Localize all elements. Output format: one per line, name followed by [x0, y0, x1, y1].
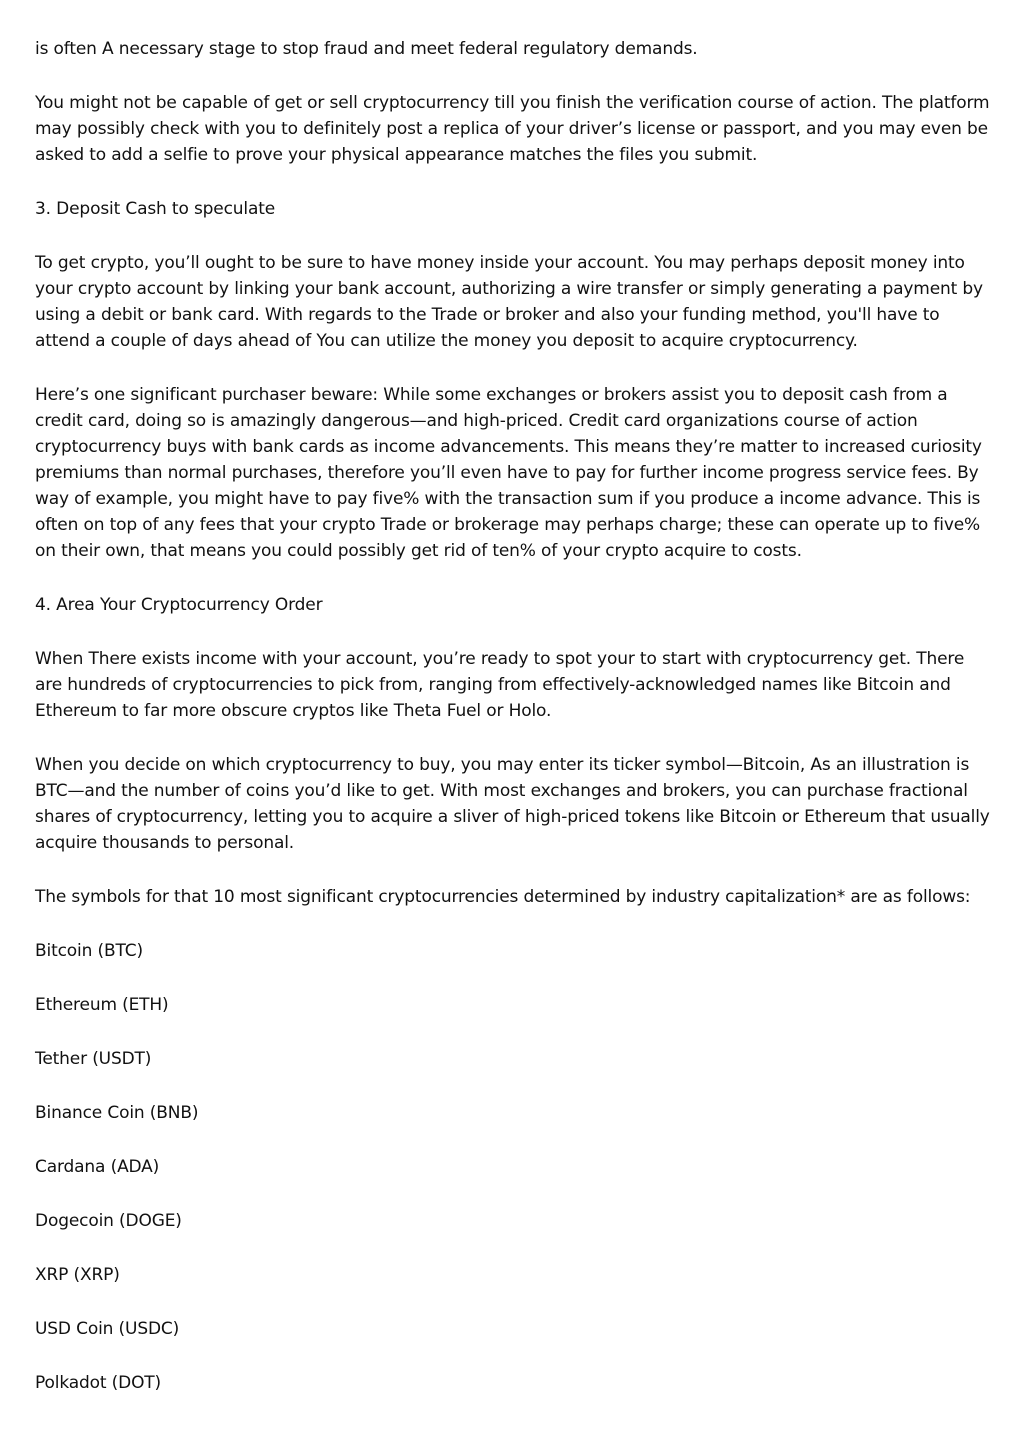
list-item-dogecoin: Dogecoin (DOGE) — [35, 1211, 182, 1231]
list-item-bitcoin: Bitcoin (BTC) — [35, 941, 143, 961]
paragraph-choosing-crypto: When There exists income with your account, you’re ready to spot your to start with cryptocurrency get. There are hundreds of cryptocurrencies to pick from, ranging from effectively-acknowledged names like Bitcoin and Ethereum to far more obscure cryptos like Theta Fuel or Holo. — [35, 649, 965, 721]
section-heading-deposit-cash: 3. Deposit Cash to speculate — [35, 199, 276, 219]
list-item-xrp: XRP (XRP) — [35, 1265, 120, 1285]
paragraph-top-ten-intro: The symbols for that 10 most significant cryptocurrencies determined by industry capitalization* are as follows: — [35, 887, 971, 907]
paragraph-ticker-symbol: When you decide on which cryptocurrency to buy, you may enter its ticker symbol—Bitcoin, As an illustration is BTC—and the number of coins you’d like to get. With most exchanges and brokers, you can purchase fractional shares of cryptocurrency, letting you to acquire a sliver of high-priced tokens like Bitcoin or Ethereum that usually acquire thousands to personal. — [35, 755, 990, 853]
list-item-ethereum: Ethereum (ETH) — [35, 995, 169, 1015]
paragraph-fraud-note: is often A necessary stage to stop fraud and meet federal regulatory demands. — [35, 39, 698, 59]
list-item-binance-coin: Binance Coin (BNB) — [35, 1103, 199, 1123]
list-item-usd-coin: USD Coin (USDC) — [35, 1319, 180, 1339]
section-heading-place-order: 4. Area Your Cryptocurrency Order — [35, 595, 323, 615]
list-item-polkadot: Polkadot (DOT) — [35, 1373, 162, 1393]
paragraph-verification: You might not be capable of get or sell cryptocurrency till you finish the verification course of action. The platform may possibly check with you to definitely post a replica of your driver’s license or passport, and you may even be asked to add a selfie to prove your physical appearance matches the files you submit. — [35, 93, 990, 165]
list-item-cardana: Cardana (ADA) — [35, 1157, 160, 1177]
paragraph-funding-account: To get crypto, you’ll ought to be sure to have money inside your account. You may perhaps deposit money into your crypto account by linking your bank account, authorizing a wire transfer or simply generating a payment by using a debit or bank card. With regards to the Trade or broker and also your funding method, you'll have to attend a couple of days ahead of You can utilize the money you deposit to acquire cryptocurrency. — [35, 253, 983, 351]
list-item-tether: Tether (USDT) — [35, 1049, 152, 1069]
paragraph-credit-card-warning: Here’s one significant purchaser beware: While some exchanges or brokers assist you to deposit cash from a credit card, doing so is amazingly dangerous—and high-priced. Credit card organizations course of action cryptocurrency buys with bank cards as income advancements. This means they’re matter to increased curiosity premiums than normal purchases, therefore you’ll even have to pay for further income progress service fees. By way of example, you might have to pay five% with the transaction sum if you produce a income advance. This is often on top of any fees that your crypto Trade or brokerage may perhaps charge; these can operate up to five% on their own, that means you could possibly get rid of ten% of your crypto acquire to costs. — [35, 385, 982, 561]
coin-list — [35, 938, 990, 1396]
